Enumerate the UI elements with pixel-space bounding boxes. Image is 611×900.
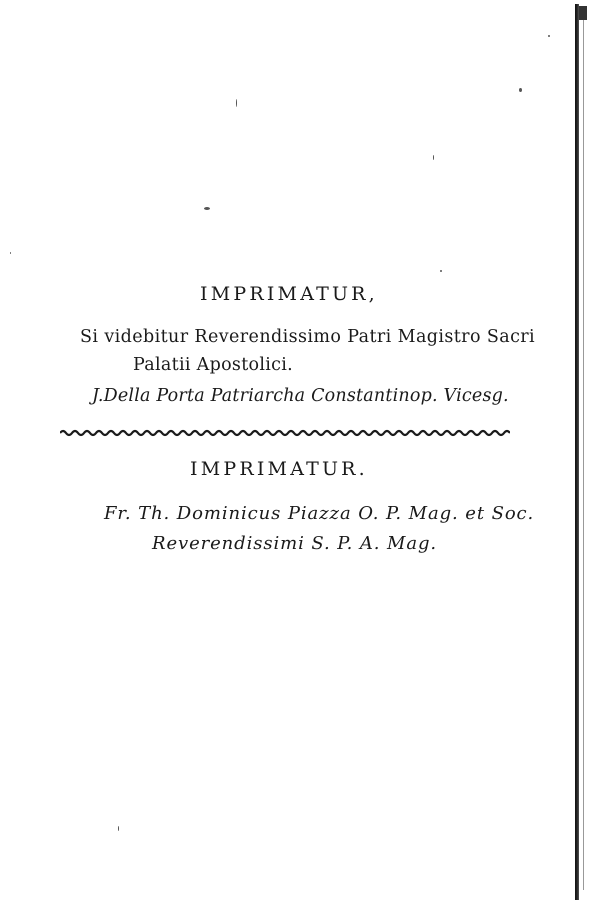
speck [440,270,442,272]
speck [548,35,550,37]
speck [10,252,11,254]
imprimatur-heading-2: IMPRIMATUR. [190,458,368,480]
page-edge-line [583,20,584,890]
imprimatur-heading-1: IMPRIMATUR, [200,283,378,305]
approval-text-line-1: Si videbitur Reverendissimo Patri Magistro Sacri [80,327,536,347]
signature-della-porta: J.Della Porta Patriarcha Constantinop. Vicesg. [92,386,509,406]
speck [236,99,237,107]
speck [519,88,522,92]
page-binding-edge [575,4,579,900]
approval-text-line-2: Palatii Apostolici. [133,355,294,375]
signature-piazza-line-1: Fr. Th. Dominicus Piazza O. P. Mag. et Soc. [104,503,535,524]
wavy-divider [60,428,510,438]
speck [433,155,434,160]
speck [118,826,119,831]
speck [204,207,210,210]
signature-piazza-line-2: Reverendissimi S. P. A. Mag. [152,533,438,554]
